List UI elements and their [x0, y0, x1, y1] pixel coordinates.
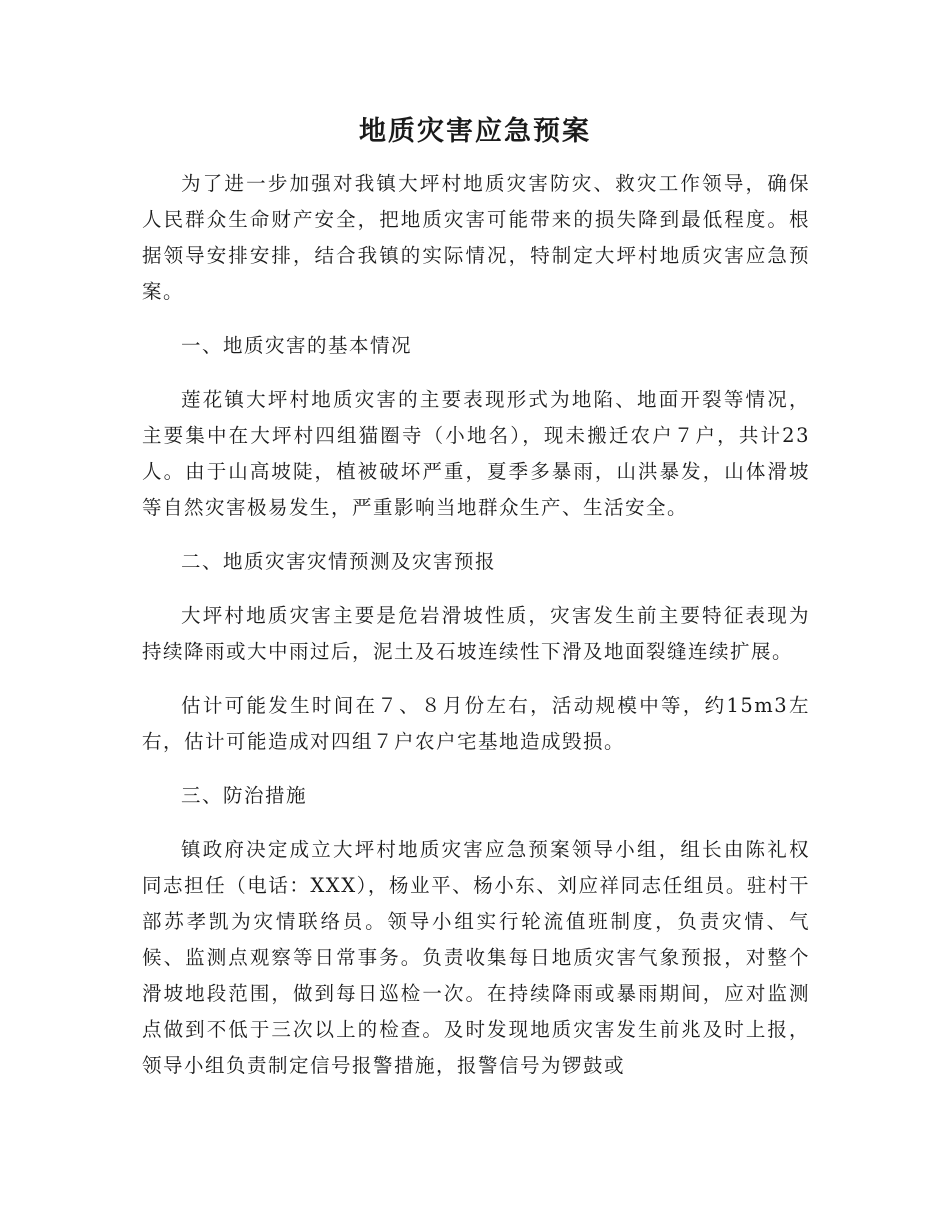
section-1-paragraph: 莲花镇大坪村地质灾害的主要表现形式为地陷、地面开裂等情况，主要集中在大坪村四组猫圈寺（小地名），现未搬迁农户７户，共计23人。由于山高坡陡，植被破坏严重，夏季多暴雨，山洪暴发，山体滑坡等自然灾害极易发生，严重影响当地群众生产、生活安全。 — [142, 388, 810, 519]
section-2-paragraph-2: 估计可能发生时间在７、８月份左右，活动规模中等，约15m3左右，估计可能造成对四组７户农户宅基地造成毁损。 — [142, 694, 810, 753]
section-2-paragraph-1: 大坪村地质灾害主要是危岩滑坡性质，灾害发生前主要特征表现为持续降雨或大中雨过后，泥土及石坡连续性下滑及地面裂缝连续扩展。 — [142, 604, 810, 663]
document-body — [142, 166, 810, 1102]
intro-paragraph: 为了进一步加强对我镇大坪村地质灾害防灾、救灾工作领导，确保人民群众生命财产安全，把地质灾害可能带来的损失降到最低程度。根据领导安排安排，结合我镇的实际情况，特制定大坪村地质灾害应急预案。 — [142, 172, 810, 303]
section-2-heading: 二、地质灾害灾情预测及灾害预报 — [181, 550, 497, 573]
section-3-paragraph: 镇政府决定成立大坪村地质灾害应急预案领导小组，组长由陈礼权同志担任（电话：XXX），杨业平、杨小东、刘应祥同志任组员。驻村干部苏孝凯为灾情联络员。领导小组实行轮流值班制度，负责灾情、气候、监测点观察等日常事务。负责收集每日地质灾害气象预报，对整个滑坡地段范围，做到每日巡检一次。在持续降雨或暴雨期间，应对监测点做到不低于三次以上的检查。及时发现地质灾害发生前兆及时上报，领导小组负责制定信号报警措施，报警信号为锣鼓或 — [142, 838, 810, 1077]
section-1-heading: 一、地质灾害的基本情况 — [181, 334, 413, 357]
document-title: 地质灾害应急预案 — [359, 116, 591, 147]
section-3-heading: 三、防治措施 — [181, 784, 308, 807]
